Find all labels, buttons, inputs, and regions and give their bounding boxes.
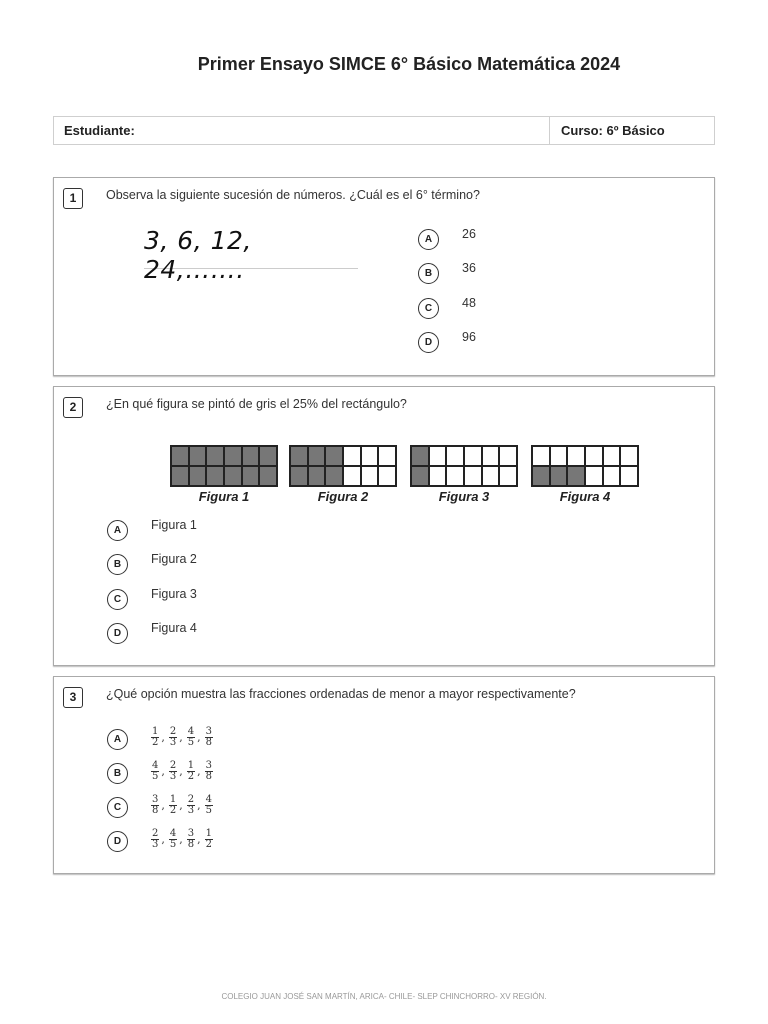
option-text: 96 <box>462 330 476 344</box>
question-text: Observa la siguiente sucesión de números. ¿Cuál es el 6° término? <box>106 188 480 202</box>
separator: , <box>197 833 201 846</box>
fraction-list <box>151 727 213 748</box>
separator: , <box>179 731 183 744</box>
figure-label: Figura 3 <box>438 489 490 504</box>
fraction <box>169 795 177 816</box>
grid-cell <box>532 446 550 466</box>
option-letter-circle: C <box>107 589 128 610</box>
figure-grid <box>289 445 397 487</box>
grid-cell <box>585 446 603 466</box>
fraction <box>169 829 177 850</box>
number-sequence: 3, 6, 12, 24,……. <box>144 226 358 269</box>
figure-label: Figura 2 <box>317 489 369 504</box>
grid-cell <box>429 446 447 466</box>
numerator: 2 <box>169 726 177 737</box>
option-letter-circle: D <box>107 831 128 852</box>
denominator: 8 <box>152 805 159 816</box>
option-letter-circle: B <box>418 263 439 284</box>
grid-cell <box>429 466 447 486</box>
separator: , <box>179 833 183 846</box>
option-text: 48 <box>462 296 476 310</box>
separator: , <box>179 799 183 812</box>
figure-label: Figura 4 <box>559 489 611 504</box>
denominator: 8 <box>187 839 195 850</box>
grid-cell <box>620 446 638 466</box>
separator: , <box>161 731 165 744</box>
denominator: 3 <box>169 737 177 748</box>
separator: , <box>161 799 165 812</box>
fraction <box>151 727 159 748</box>
fraction-list <box>151 761 213 782</box>
numerator: 1 <box>187 760 195 771</box>
fraction <box>187 727 195 748</box>
grid-cell <box>242 466 260 486</box>
option-letter-circle: A <box>107 729 128 750</box>
fraction <box>205 829 213 850</box>
grid-cell <box>411 446 429 466</box>
fraction <box>151 761 159 782</box>
denominator: 8 <box>205 737 212 748</box>
fraction <box>205 761 213 782</box>
student-info-table <box>53 116 715 145</box>
grid-cell <box>620 466 638 486</box>
option-text: 36 <box>462 261 476 275</box>
fraction-list <box>151 795 213 816</box>
separator: , <box>197 799 201 812</box>
grid-cell <box>361 466 379 486</box>
fraction <box>151 795 159 816</box>
option-letter-circle: A <box>418 229 439 250</box>
grid-cell <box>361 446 379 466</box>
fraction <box>187 795 195 816</box>
grid-cell <box>446 466 464 486</box>
numerator: 1 <box>152 726 159 737</box>
grid-cell <box>532 466 550 486</box>
grid-cell <box>259 446 277 466</box>
fraction <box>205 795 213 816</box>
grid-cell <box>411 466 429 486</box>
denominator: 3 <box>152 839 159 850</box>
denominator: 3 <box>187 805 195 816</box>
denominator: 2 <box>187 771 195 782</box>
question-number: 3 <box>63 687 83 708</box>
course-label: Curso: 6º Básico <box>561 123 665 138</box>
grid-cell <box>378 446 396 466</box>
fraction <box>169 761 177 782</box>
numerator: 4 <box>187 726 195 737</box>
denominator: 2 <box>169 805 177 816</box>
option-letter-circle: B <box>107 554 128 575</box>
separator: , <box>197 731 201 744</box>
grid-cell <box>464 466 482 486</box>
numerator: 4 <box>152 760 159 771</box>
grid-cell <box>603 466 621 486</box>
fraction <box>187 829 195 850</box>
grid-cell <box>482 446 500 466</box>
grid-cell <box>378 466 396 486</box>
numerator: 3 <box>152 794 159 805</box>
separator: , <box>197 765 201 778</box>
numerator: 2 <box>169 760 177 771</box>
denominator: 5 <box>169 839 177 850</box>
denominator: 5 <box>205 805 212 816</box>
grid-cell <box>550 466 568 486</box>
grid-cell <box>499 466 517 486</box>
grid-cell <box>308 466 326 486</box>
grid-cell <box>603 446 621 466</box>
question-1 <box>53 177 715 376</box>
option-text: Figura 3 <box>151 587 197 601</box>
grid-cell <box>224 446 242 466</box>
numerator: 2 <box>187 794 195 805</box>
denominator: 3 <box>169 771 177 782</box>
grid-cell <box>325 446 343 466</box>
table-divider <box>549 117 550 144</box>
option-letter-circle: A <box>107 520 128 541</box>
grid-cell <box>290 446 308 466</box>
grid-cell <box>189 446 207 466</box>
figure-label: Figura 1 <box>198 489 250 504</box>
denominator: 8 <box>205 771 212 782</box>
question-3 <box>53 676 715 874</box>
question-text: ¿Qué opción muestra las fracciones ordenadas de menor a mayor respectivamente? <box>106 687 576 701</box>
grid-cell <box>585 466 603 486</box>
grid-cell <box>290 466 308 486</box>
fraction <box>205 727 213 748</box>
grid-cell <box>242 446 260 466</box>
numerator: 4 <box>205 794 212 805</box>
grid-cell <box>171 466 189 486</box>
grid-cell <box>206 466 224 486</box>
grid-cell <box>343 446 361 466</box>
option-letter-circle: C <box>107 797 128 818</box>
fraction <box>169 727 177 748</box>
option-text: Figura 4 <box>151 621 197 635</box>
grid-cell <box>499 446 517 466</box>
separator: , <box>161 833 165 846</box>
fraction-list <box>151 829 213 850</box>
question-2 <box>53 386 715 666</box>
grid-cell <box>171 446 189 466</box>
option-text: Figura 2 <box>151 552 197 566</box>
numerator: 1 <box>169 794 177 805</box>
page-footer: COLEGIO JUAN JOSÉ SAN MARTÍN, ARICA- CHILE- SLEP CHINCHORRO- XV REGIÓN. <box>221 992 547 1001</box>
grid-cell <box>446 446 464 466</box>
grid-cell <box>189 466 207 486</box>
grid-cell <box>343 466 361 486</box>
grid-cell <box>567 466 585 486</box>
numerator: 2 <box>152 828 159 839</box>
question-number: 1 <box>63 188 83 209</box>
option-letter-circle: D <box>107 623 128 644</box>
page-title: Primer Ensayo SIMCE 6° Básico Matemática 2024 <box>197 54 621 74</box>
grid-cell <box>308 446 326 466</box>
numerator: 3 <box>205 726 212 737</box>
grid-cell <box>567 446 585 466</box>
question-text: ¿En qué figura se pintó de gris el 25% del rectángulo? <box>106 397 407 411</box>
separator: , <box>179 765 183 778</box>
figure-grid <box>170 445 278 487</box>
figure-grid <box>410 445 518 487</box>
grid-cell <box>550 446 568 466</box>
denominator: 2 <box>205 839 212 850</box>
option-text: 26 <box>462 227 476 241</box>
grid-cell <box>464 446 482 466</box>
denominator: 5 <box>152 771 159 782</box>
option-letter-circle: D <box>418 332 439 353</box>
grid-cell <box>259 466 277 486</box>
grid-cell <box>224 466 242 486</box>
student-label: Estudiante: <box>64 123 135 138</box>
question-number: 2 <box>63 397 83 418</box>
numerator: 1 <box>205 828 212 839</box>
option-letter-circle: C <box>418 298 439 319</box>
denominator: 5 <box>187 737 195 748</box>
figure-grid <box>531 445 639 487</box>
separator: , <box>161 765 165 778</box>
fraction <box>151 829 159 850</box>
fraction <box>187 761 195 782</box>
option-text: Figura 1 <box>151 518 197 532</box>
grid-cell <box>482 466 500 486</box>
numerator: 3 <box>187 828 195 839</box>
option-letter-circle: B <box>107 763 128 784</box>
grid-cell <box>325 466 343 486</box>
numerator: 3 <box>205 760 212 771</box>
denominator: 2 <box>152 737 159 748</box>
numerator: 4 <box>169 828 177 839</box>
grid-cell <box>206 446 224 466</box>
